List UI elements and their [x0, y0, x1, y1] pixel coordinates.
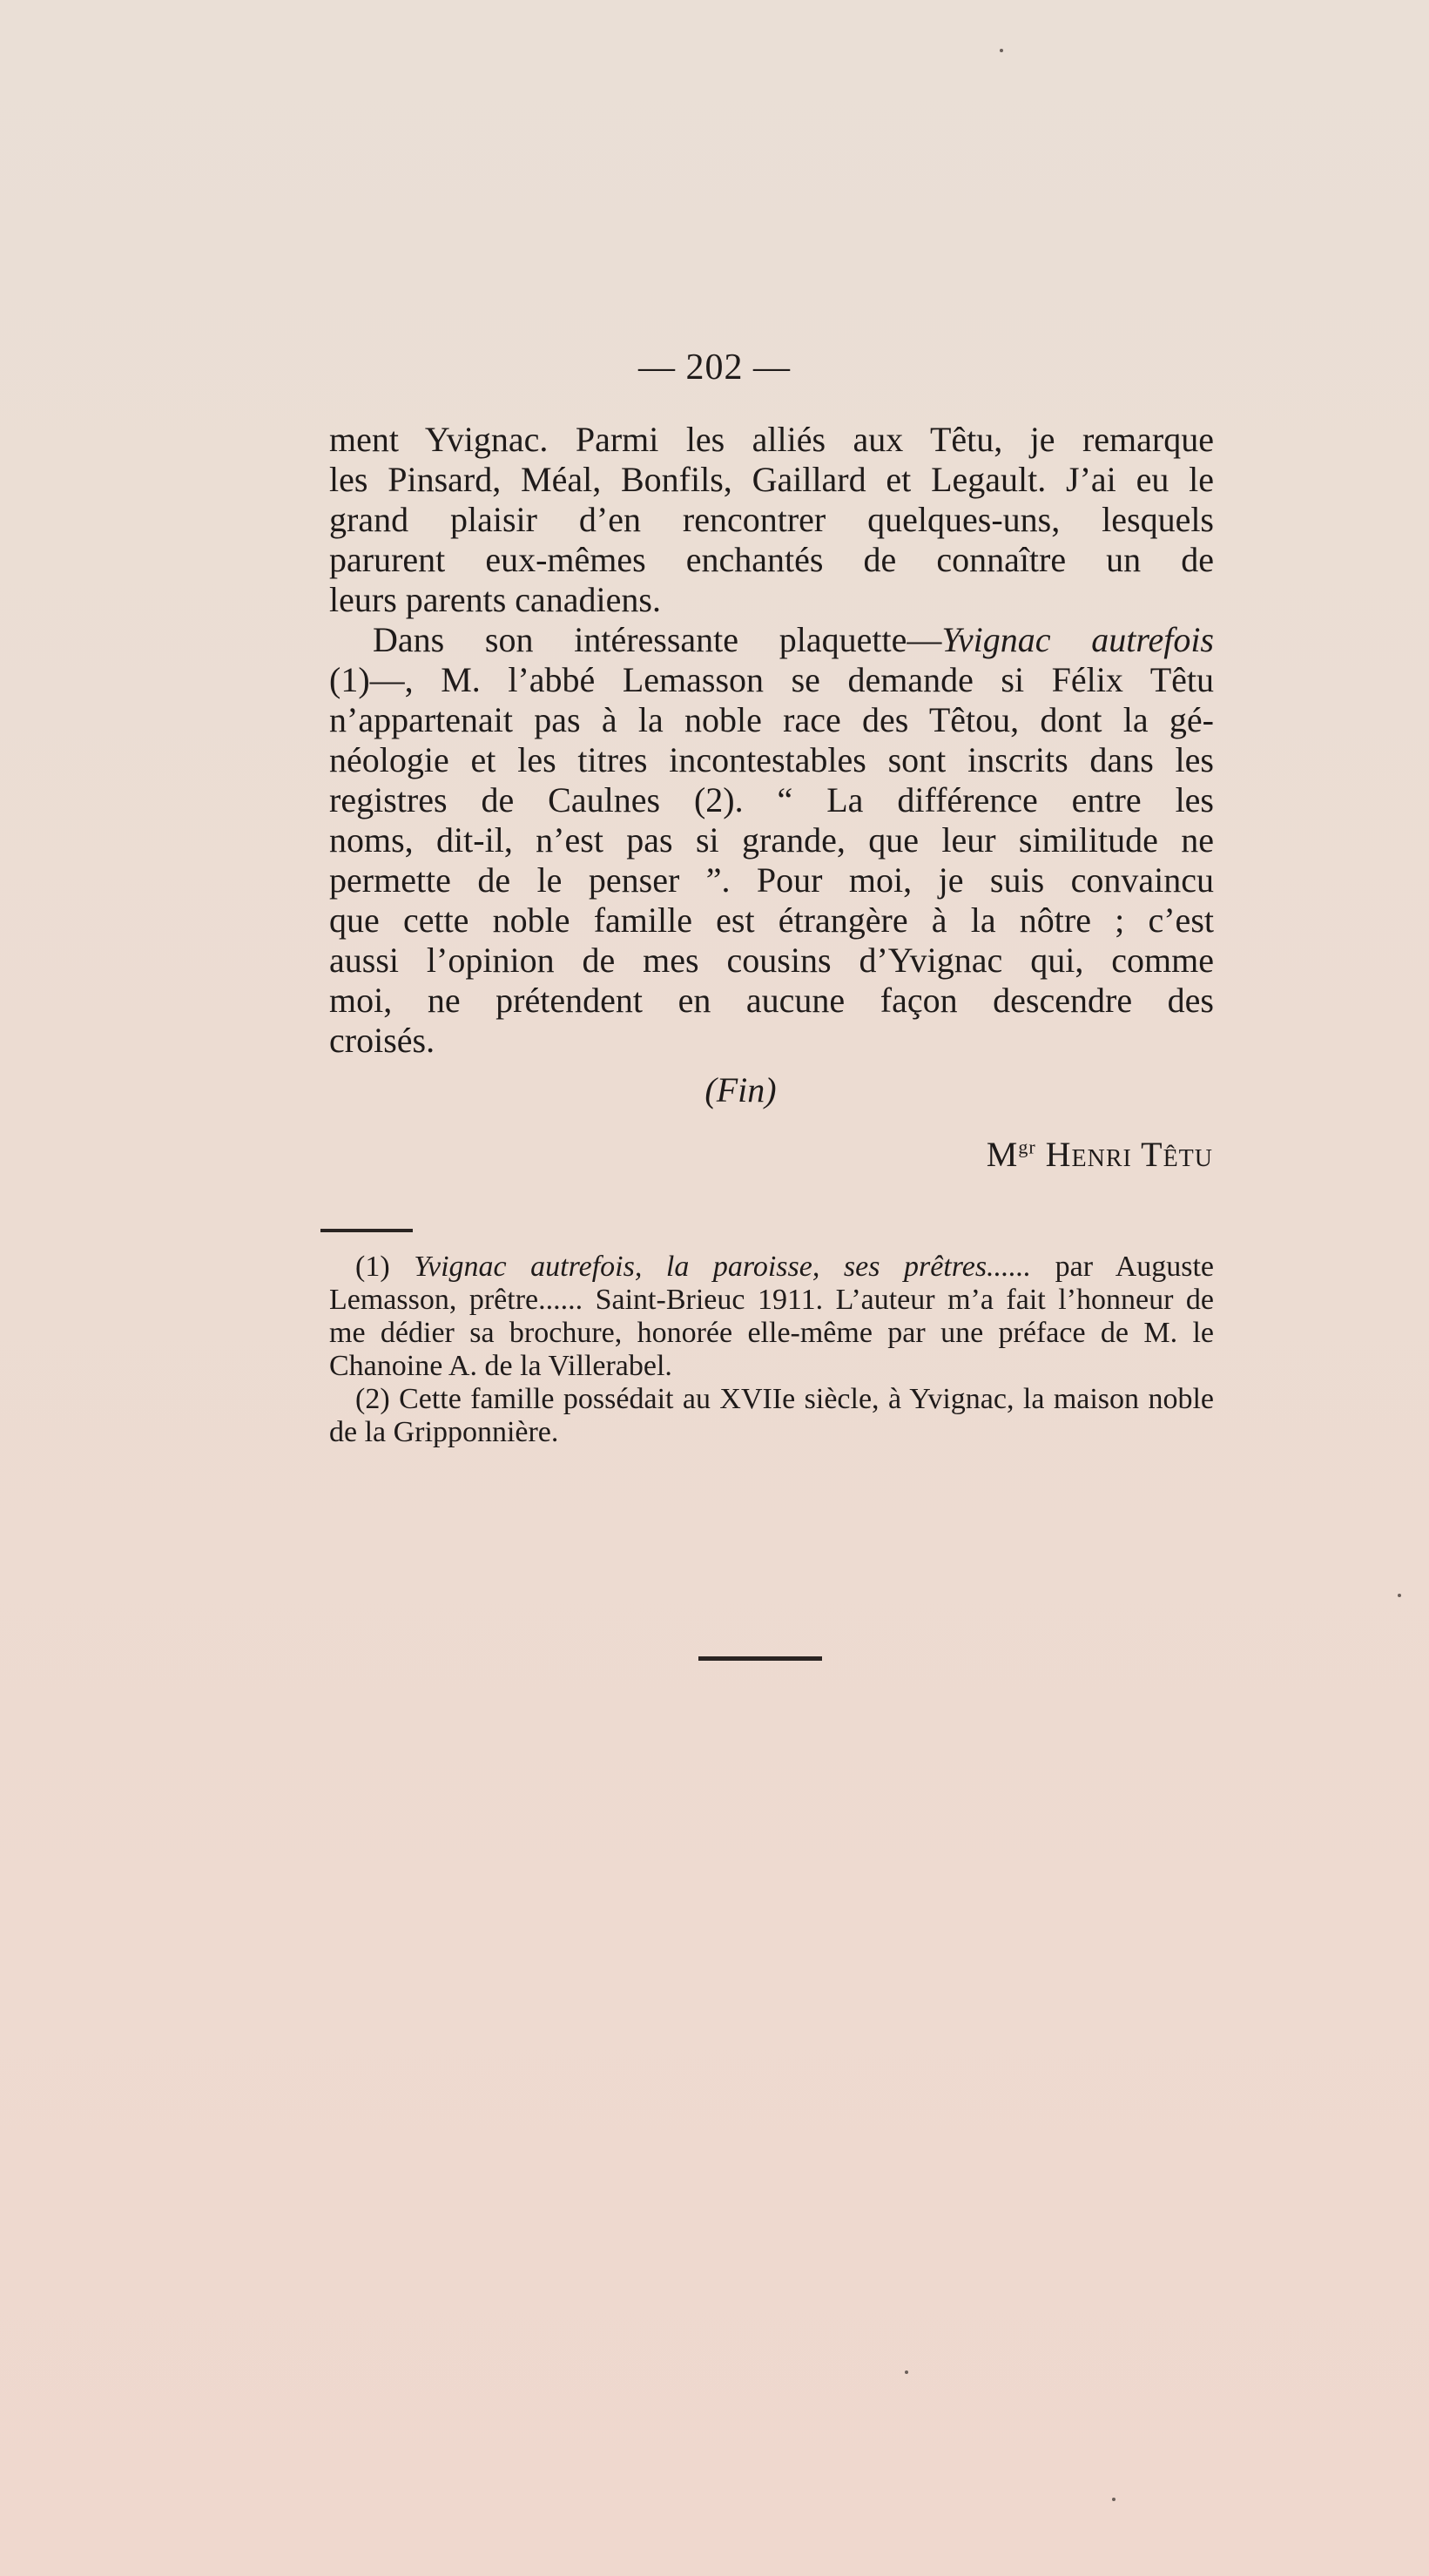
- text-line: les Pinsard, Méal, Bonfils, Gaillard et Legault. J’ai eu le: [329, 460, 1214, 499]
- signature: [987, 1134, 1213, 1175]
- text-line: moi, ne prétendent en aucune façon descendre des: [329, 981, 1214, 1020]
- text-line: leurs parents canadiens.: [329, 580, 661, 619]
- text-line: n’appartenait pas à la noble race des Têtou, dont la gé-: [329, 700, 1214, 739]
- paper-speck: [1112, 2498, 1116, 2501]
- book-title: Yvignac autrefois: [941, 620, 1214, 659]
- footnote-title: Yvignac autrefois, la paroisse, ses prêtres......: [414, 1251, 1032, 1283]
- text-line: que cette noble famille est étrangère à la nôtre ; c’est: [329, 900, 1214, 940]
- paper-speck: [1000, 49, 1003, 52]
- footnotes: [329, 1251, 1214, 1449]
- fin-label: (Fin): [704, 1070, 777, 1109]
- signature-prefix-sup: gr: [1018, 1136, 1036, 1158]
- body-text: [329, 420, 1214, 1061]
- footnote-2: [329, 1383, 1214, 1449]
- text-line: croisés.: [329, 1021, 435, 1060]
- text-line: noms, dit-il, n’est pas si grande, que leur similitude ne: [329, 820, 1214, 860]
- footnote-marker: (2): [355, 1383, 390, 1415]
- page-number: — 202 —: [638, 347, 791, 388]
- text-line: ment Yvignac. Parmi les alliés aux Têtu, je remarque: [329, 420, 1214, 459]
- end-rule: [698, 1656, 822, 1661]
- paper-speck: [905, 2370, 908, 2374]
- text-line: (1)—, M. l’abbé Lemasson se demande si Félix Têtu: [329, 660, 1214, 699]
- footnote-text: Cette famille possédait au XVIIe siècle, à Yvignac, la maison noble de la Gripponnière.: [329, 1383, 1214, 1448]
- footnote-marker: (1): [355, 1251, 390, 1283]
- paper-speck: [1398, 1594, 1401, 1597]
- text-line: parurent eux-mêmes enchantés de connaître un de: [329, 540, 1214, 579]
- footnote-text: par Auguste Lemasson, prêtre...... Saint-Brieuc 1911. L’auteur m’a fait l’honneur de me dédier sa brochure, honorée elle-même par une préface de M. le Chanoine A. de la Villerabel.: [329, 1251, 1215, 1382]
- text-line: registres de Caulnes (2). “ La différence entre les: [329, 780, 1214, 819]
- text-line: [329, 620, 1214, 660]
- text-line: permette de le penser ”. Pour moi, je suis convaincu: [329, 860, 1214, 900]
- text-line: aussi l’opinion de mes cousins d’Yvignac qui, comme: [329, 941, 1214, 980]
- paragraph-1: [329, 420, 1214, 620]
- paragraph-2-lead: Dans son intéressante plaquette—: [373, 620, 942, 659]
- footnote-1: [329, 1251, 1214, 1383]
- signature-name: Henri Têtu: [1045, 1135, 1213, 1174]
- text-line: grand plaisir d’en rencontrer quelques-uns, lesquels: [329, 500, 1214, 539]
- paragraph-2: [329, 620, 1214, 1061]
- text-line: néologie et les titres incontestables sont inscrits dans les: [329, 740, 1214, 779]
- footnote-rule: [320, 1229, 413, 1232]
- signature-prefix: M: [986, 1135, 1019, 1174]
